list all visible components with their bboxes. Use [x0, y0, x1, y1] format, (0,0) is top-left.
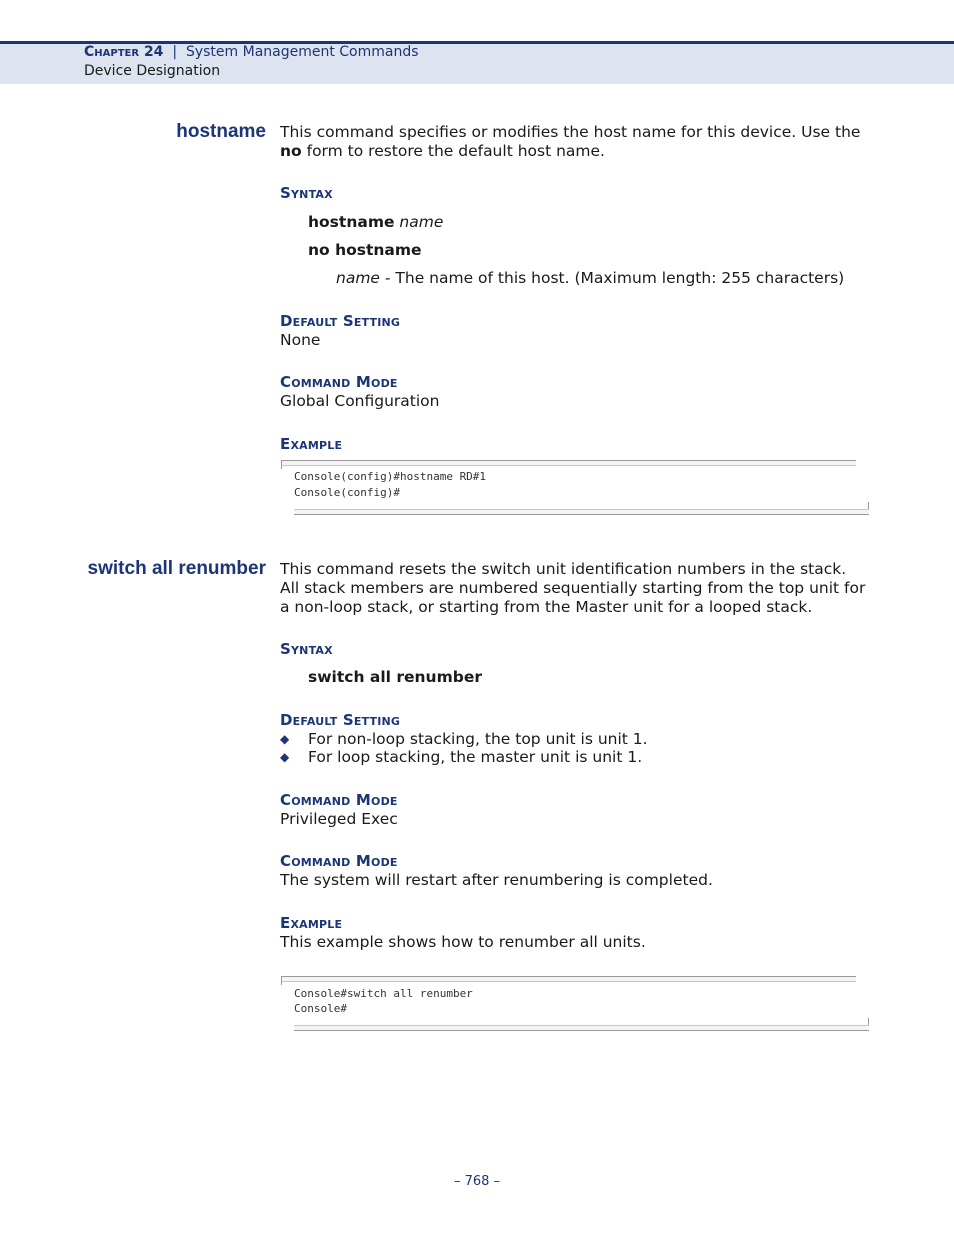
- code-frame-left: [281, 976, 286, 985]
- syntax-command: switch all renumber: [308, 668, 482, 686]
- syntax-argument: name: [399, 213, 444, 231]
- param-name: name: [336, 269, 380, 287]
- renumber-default-item-1: For non-loop stacking, the top unit is unit 1.: [308, 730, 648, 748]
- section-title: Device Designation: [84, 63, 221, 79]
- renumber-syntax-1: [308, 668, 482, 686]
- code-line: Console(config)#: [294, 486, 400, 499]
- renumber-example-desc: This example shows how to renumber all units.: [280, 933, 646, 951]
- code-line: Console#switch all renumber: [294, 987, 473, 1000]
- renumber-syntax-heading: Syntax: [280, 640, 333, 658]
- renumber-code-block: [281, 976, 869, 1031]
- renumber-example-heading: Example: [280, 914, 343, 932]
- param-description: - The name of this host. (Maximum length: 255 characters): [379, 269, 845, 287]
- renumber-desc-line2: All stack members are numbered sequentially starting from the top unit for: [280, 579, 866, 597]
- hostname-syntax-heading: Syntax: [280, 184, 333, 202]
- renumber-mode2-heading: Command Mode: [280, 852, 398, 870]
- code-frame-top: [281, 460, 856, 466]
- syntax-command: hostname: [308, 213, 395, 231]
- code-frame-top: [281, 976, 856, 982]
- hostname-syntax-1: [308, 213, 443, 231]
- code-frame-left: [281, 460, 286, 469]
- hostname-desc-line1: This command specifies or modifies the host name for this device. Use the: [280, 123, 861, 141]
- hostname-description: [280, 123, 870, 161]
- hostname-command-title: hostname: [176, 121, 266, 142]
- renumber-description: [280, 560, 870, 617]
- renumber-mode-value: Privileged Exec: [280, 810, 398, 828]
- renumber-mode-heading: Command Mode: [280, 791, 398, 809]
- chapter-label: Chapter 24: [84, 44, 164, 60]
- hostname-desc-rest: form to restore the default host name.: [301, 142, 605, 160]
- hostname-desc-line2: [280, 142, 870, 161]
- page-number: – 768 –: [453, 1174, 501, 1189]
- hostname-mode-value: Global Configuration: [280, 392, 440, 410]
- chapter-title: System Management Commands: [185, 44, 419, 60]
- hostname-syntax-2: [308, 241, 422, 259]
- renumber-default-heading: Default Setting: [280, 711, 401, 729]
- code-line: Console#: [294, 1002, 347, 1015]
- syntax-no-command: no hostname: [308, 241, 422, 259]
- renumber-command-title: switch all renumber: [87, 558, 266, 579]
- hostname-default-value: None: [280, 331, 321, 349]
- hostname-code-block: [281, 460, 869, 515]
- header-separator: |: [172, 44, 178, 60]
- hostname-default-heading: Default Setting: [280, 312, 401, 330]
- chapter-heading: [84, 44, 419, 60]
- no-keyword: no: [280, 142, 302, 160]
- renumber-default-item-2: For loop stacking, the master unit is unit 1.: [308, 748, 643, 766]
- renumber-desc-line3: a non-loop stack, or starting from the Master unit for a looped stack.: [280, 598, 813, 616]
- renumber-desc-line1: This command resets the switch unit identification numbers in the stack.: [280, 560, 847, 578]
- hostname-param: [336, 269, 844, 287]
- code-frame-bottom: [294, 509, 869, 515]
- diamond-bullet-icon: ◆: [280, 732, 290, 746]
- code-line: Console(config)#hostname RD#1: [294, 470, 487, 483]
- code-frame-bottom: [294, 1025, 869, 1031]
- renumber-mode2-value: The system will restart after renumbering is completed.: [280, 871, 713, 889]
- diamond-bullet-icon: ◆: [280, 750, 290, 764]
- hostname-example-heading: Example: [280, 435, 343, 453]
- hostname-mode-heading: Command Mode: [280, 373, 398, 391]
